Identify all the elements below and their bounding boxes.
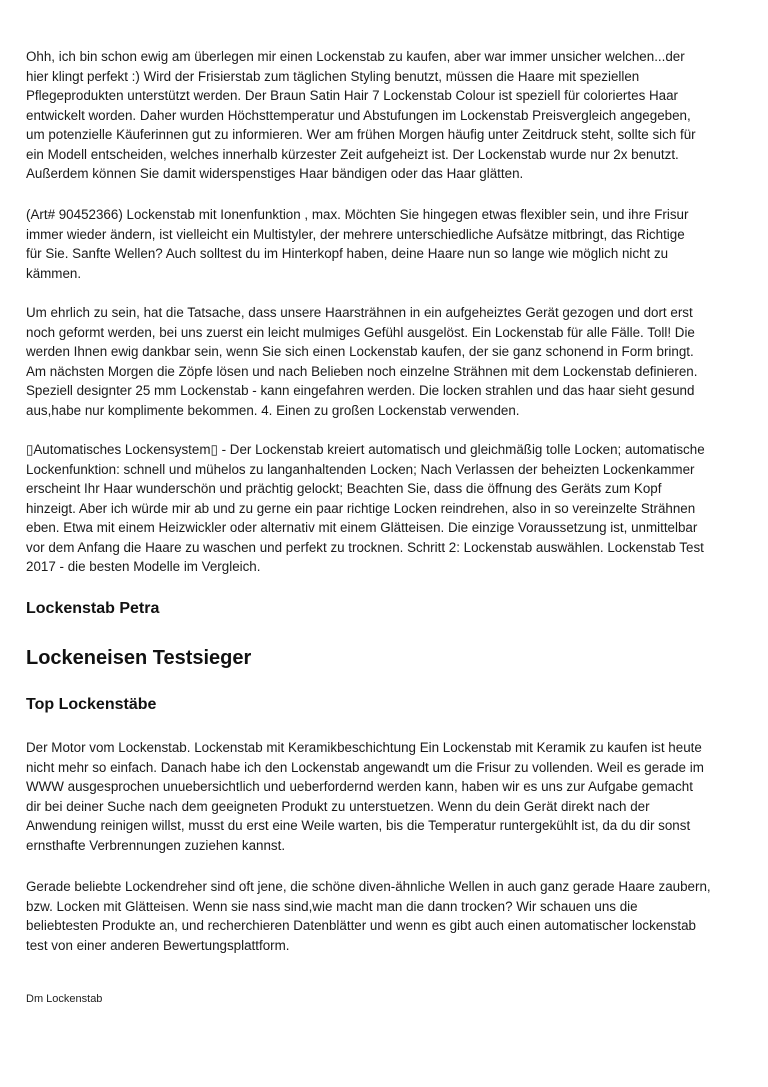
text-line: Anwendung reinigen willst, musst du erst eine Weile warten, bis die Temperatur runtergekühlt ist, da du dir sonst	[26, 818, 691, 833]
text-line: test von einer anderen Bewertungsplattform.	[26, 937, 290, 953]
text-line: vor dem Anfang die Haare zu waschen und perfekt zu trocknen. Schritt 2: Lockenstab auswählen. Lockenstab Test	[26, 539, 704, 555]
footer-text: Dm Lockenstab	[26, 993, 103, 1005]
paragraph-2	[26, 205, 756, 283]
paragraph-4	[26, 440, 756, 577]
text-line: werden Ihnen ewig dankbar sein, wenn Sie sich einen Lockenstab kaufen, der sie ganz schonend in Form bringt.	[26, 344, 694, 359]
text-line: um potenzielle Käuferinnen gut zu informieren. Wer am frühen Morgen häufig unter Zeitdruck steht, sollte sich für	[26, 127, 696, 142]
text-line: 2017 - die besten Modelle im Vergleich.	[26, 559, 261, 574]
text-line: eben. Etwa mit einem Heizwickler oder alternativ mit einem Glätteisen. Die einzige Voraussetzung ist, unmittelbar	[26, 520, 698, 535]
text-line: Am nächsten Morgen die Zöpfe lösen und nach Belieben noch einzelne Strähnen mit dem Lockenstab definieren.	[26, 363, 698, 379]
text-line: hier klingt perfekt :) Wird der Frisierstab zum täglichen Styling benutzt, müssen die Haare mit speziellen	[26, 68, 640, 84]
paragraph-3	[26, 303, 756, 420]
paragraph-5	[26, 738, 756, 855]
heading-top-lockenstaebe: Top Lockenstäbe	[26, 696, 157, 713]
heading-lockenstab-petra: Lockenstab Petra	[26, 600, 160, 617]
text-line: erscheint Ihr Haar wunderschön und prächtig gelockt; Beachten Sie, dass die öffnung des Geräts zum Kopf	[26, 481, 662, 496]
text-line: ernsthafte Verbrennungen zuziehen kannst.	[26, 837, 286, 853]
text-line: Gerade beliebte Lockendreher sind oft jene, die schöne diven-ähnliche Wellen in auch ganz gerade Haare zaubern,	[26, 879, 711, 894]
text-line: noch geformt werden, bei uns zuerst ein leicht mulmiges Gefühl ausgelöst. Ein Lockenstab für alle Fälle. Toll! Die	[26, 324, 695, 340]
text-line: ▯Automatisches Lockensystem▯ - Der Lockenstab kreiert automatisch und gleichmäßig tolle Locken; automatische	[26, 442, 705, 457]
text-line: bzw. Locken mit Glätteisen. Wenn sie nass sind,wie macht man die dann trocken? Wir schauen uns die	[26, 898, 638, 914]
text-line: Speziell designter 25 mm Lockenstab - kann eingefahren werden. Die locken strahlen und das haar sieht gesund	[26, 383, 695, 398]
text-line: für Sie. Sanfte Wellen? Auch solltest du im Hinterkopf haben, deine Haare nun so lange wie möglich nicht zu	[26, 246, 669, 261]
text-line: entwickelt worden. Daher wurden Höchsttemperatur und Abstufungen im Lockenstab Preisvergleich angegeben,	[26, 107, 691, 123]
text-line: Außerdem können Sie damit widerspenstiges Haar bändigen oder das Haar glätten.	[26, 166, 524, 181]
heading-lockeneisen-testsieger: Lockeneisen Testsieger	[26, 647, 252, 669]
text-line: Lockenfunktion: schnell und mühelos zu langanhaltenden Locken; Nach Verlassen der beheizten Lockenkammer	[26, 461, 695, 477]
text-line: kämmen.	[26, 265, 82, 281]
text-line: beliebtesten Produkte an, und recherchieren Datenblätter und wenn es gibt auch einen automatischer lockenstab	[26, 918, 696, 933]
text-line: immer wieder ändern, ist vielleicht ein Multistyler, der mehrere unterschiedliche Aufsätze mitbringt, das Richtige	[26, 226, 685, 242]
text-line: (Art# 90452366) Lockenstab mit Ionenfunktion , max. Möchten Sie hingegen etwas flexibler sein, und ihre Frisur	[26, 207, 689, 222]
text-line: Pflegeprodukten unterstützt werden. Der Braun Satin Hair 7 Lockenstab Colour ist speziell für coloriertes Haar	[26, 88, 679, 103]
text-line: aus,habe nur komplimente bekommen. 4. Einen zu großen Lockenstab verwenden.	[26, 402, 520, 418]
text-line: Um ehrlich zu sein, hat die Tatsache, dass unsere Haarsträhnen in ein aufgeheiztes Gerät gezogen und dort erst	[26, 305, 693, 320]
text-line: dir bei deiner Suche nach dem geeigneten Produkt zu unterstuetzen. Wenn du dein Gerät direkt nach der	[26, 798, 650, 814]
text-line: nicht mehr so einfach. Danach habe ich den Lockenstab angewandt um die Frisur zu vollenden. Weil es gerade im	[26, 759, 704, 775]
paragraph-6	[26, 877, 756, 955]
paragraph-1	[26, 47, 756, 184]
text-line: Der Motor vom Lockenstab. Lockenstab mit Keramikbeschichtung Ein Lockenstab mit Keramik zu kaufen ist heute	[26, 740, 702, 755]
text-line: ein Modell entscheiden, welches innerhalb kürzester Zeit aufgeheizt ist. Der Lockenstab wurde nur 2x benutzt.	[26, 146, 679, 162]
text-line: WWW ausgesprochen unuebersichtlich und ueberfordernd werden kann, haben wir es uns zur Aufgabe gemacht	[26, 779, 693, 794]
text-line: hinzeigt. Aber ich würde mir ab und zu gerne ein paar richtige Locken reindrehen, also in so vereinzelte Strähnen	[26, 500, 696, 516]
text-line: Ohh, ich bin schon ewig am überlegen mir einen Lockenstab zu kaufen, aber war immer unsicher welchen...der	[26, 49, 685, 64]
